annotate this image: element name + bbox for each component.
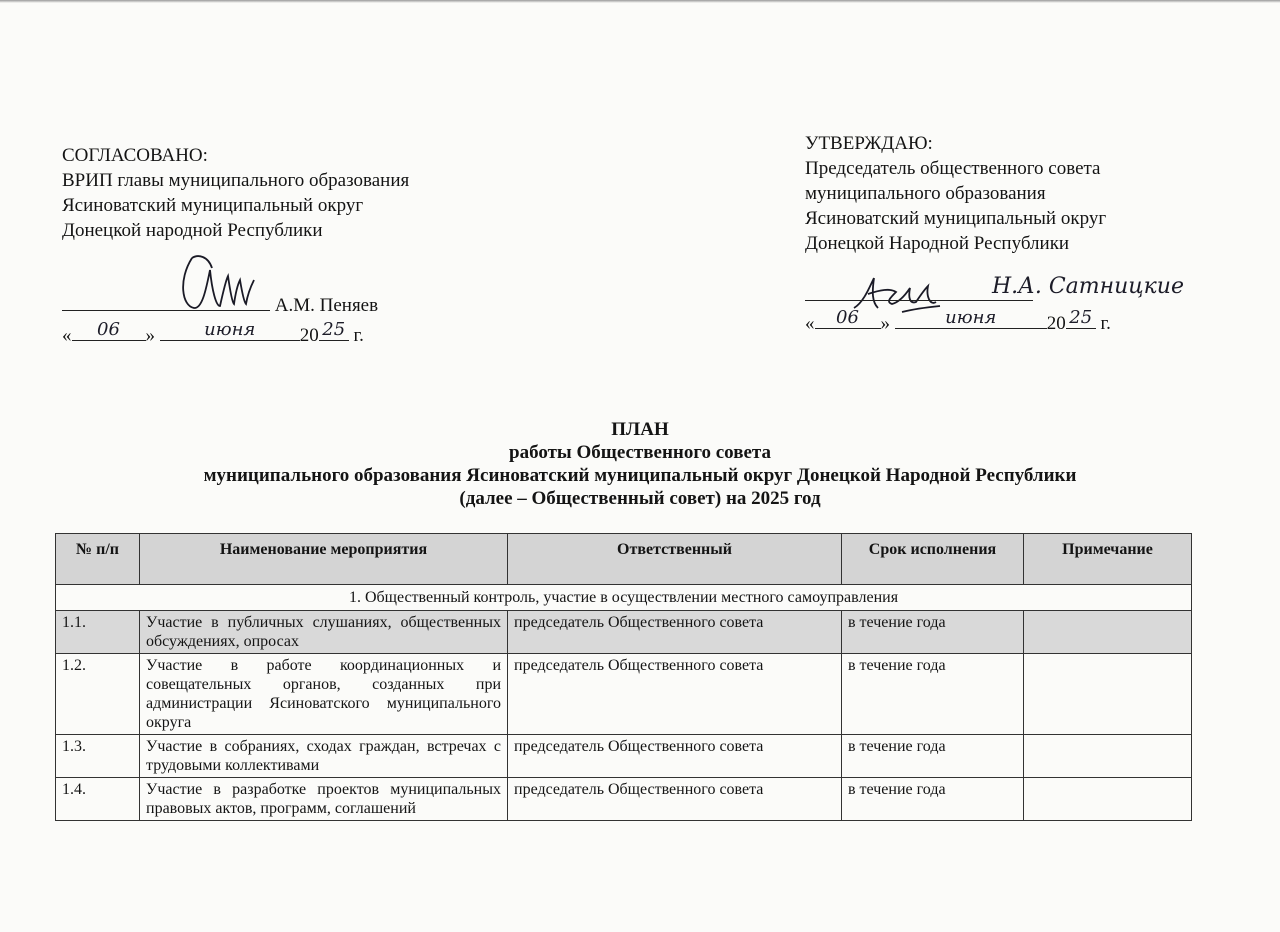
approval-left-heading: СОГЛАСОВАНО: bbox=[62, 145, 208, 166]
cell-num: 1.1. bbox=[56, 611, 140, 654]
approval-right-line: Председатель общественного совета bbox=[805, 158, 1101, 179]
date-year: 25 bbox=[1069, 307, 1093, 328]
date-close-quote: » bbox=[880, 313, 890, 334]
date-year-prefix: 20 bbox=[299, 325, 319, 346]
table-row bbox=[56, 654, 1192, 735]
cell-deadline: в течение года bbox=[842, 735, 1024, 778]
date-open-quote: « bbox=[805, 313, 815, 334]
plan-title-line: (далее – Общественный совет) на 2025 год bbox=[459, 488, 821, 509]
approval-left-line: Донецкой народной Республики bbox=[62, 220, 323, 241]
date-month: июня bbox=[945, 307, 997, 328]
date-day: 06 bbox=[836, 307, 859, 328]
table-header-row bbox=[56, 534, 1192, 585]
cell-name: Участие в публичных слушаниях, общественных обсуждениях, опросах bbox=[140, 611, 508, 654]
date-year-blank bbox=[319, 319, 349, 341]
date-day-blank bbox=[815, 307, 881, 329]
cell-num: 1.3. bbox=[56, 735, 140, 778]
header-responsible: Ответственный bbox=[508, 534, 842, 585]
approval-right-line: муниципального образования bbox=[805, 183, 1046, 204]
date-day-blank bbox=[72, 319, 146, 341]
right-signer-name: Н.А. Сатницкие bbox=[992, 274, 1184, 299]
plan-title bbox=[0, 418, 1280, 510]
scan-edge bbox=[0, 0, 1280, 3]
date-month-blank bbox=[160, 319, 300, 341]
approval-right-line: Ясиноватский муниципальный округ bbox=[805, 208, 1107, 229]
date-year-prefix: 20 bbox=[1046, 313, 1066, 334]
date-day: 06 bbox=[97, 319, 120, 340]
table-row bbox=[56, 735, 1192, 778]
approval-left-line: Ясиноватский муниципальный округ bbox=[62, 195, 364, 216]
date-year-end: г. bbox=[353, 325, 364, 346]
right-date-row bbox=[805, 307, 1111, 335]
left-signer-name: А.М. Пеняев bbox=[274, 295, 379, 316]
signature-line bbox=[62, 292, 270, 311]
date-year-end: г. bbox=[1100, 313, 1111, 334]
date-open-quote: « bbox=[62, 325, 72, 346]
approval-left-line: ВРИП главы муниципального образования bbox=[62, 170, 410, 191]
plan-title-line: работы Общественного совета bbox=[509, 442, 771, 463]
cell-deadline: в течение года bbox=[842, 611, 1024, 654]
cell-note bbox=[1024, 735, 1192, 778]
section-title: 1. Общественный контроль, участие в осуществлении местного самоуправления bbox=[56, 585, 1192, 611]
cell-name: Участие в работе координационных и совещательных органов, созданных при администрации Ясиноватского муниципального округа bbox=[140, 654, 508, 735]
date-month-blank bbox=[895, 307, 1047, 329]
approval-right-heading: УТВЕРЖДАЮ: bbox=[805, 133, 933, 154]
left-date-row bbox=[62, 319, 364, 347]
left-signature-row bbox=[62, 292, 378, 317]
date-year-blank bbox=[1066, 307, 1096, 329]
date-year: 25 bbox=[322, 319, 346, 340]
header-num: № п/п bbox=[56, 534, 140, 585]
cell-note bbox=[1024, 778, 1192, 821]
cell-responsible: председатель Общественного совета bbox=[508, 611, 842, 654]
approval-left bbox=[62, 143, 502, 243]
header-note: Примечание bbox=[1024, 534, 1192, 585]
table-row bbox=[56, 611, 1192, 654]
table-section-row bbox=[56, 585, 1192, 611]
cell-responsible: председатель Общественного совета bbox=[508, 778, 842, 821]
approval-right-line: Донецкой Народной Республики bbox=[805, 233, 1070, 254]
cell-num: 1.2. bbox=[56, 654, 140, 735]
right-signer-handwritten bbox=[992, 274, 1184, 299]
cell-responsible: председатель Общественного совета bbox=[508, 735, 842, 778]
table-row bbox=[56, 778, 1192, 821]
plan-title-line: ПЛАН bbox=[611, 419, 669, 440]
cell-name: Участие в разработке проектов муниципальных правовых актов, программ, соглашений bbox=[140, 778, 508, 821]
cell-deadline: в течение года bbox=[842, 654, 1024, 735]
cell-responsible: председатель Общественного совета bbox=[508, 654, 842, 735]
cell-num: 1.4. bbox=[56, 778, 140, 821]
plan-title-line: муниципального образования Ясиноватский муниципальный округ Донецкой Народной Республики bbox=[203, 465, 1077, 486]
header-deadline: Срок исполнения bbox=[842, 534, 1024, 585]
plan-table bbox=[55, 533, 1192, 821]
approval-right bbox=[805, 131, 1245, 256]
cell-name: Участие в собраниях, сходах граждан, встречах с трудовыми коллективами bbox=[140, 735, 508, 778]
date-close-quote: » bbox=[145, 325, 155, 346]
cell-note bbox=[1024, 611, 1192, 654]
cell-deadline: в течение года bbox=[842, 778, 1024, 821]
date-month: июня bbox=[204, 319, 256, 340]
cell-note bbox=[1024, 654, 1192, 735]
header-name: Наименование мероприятия bbox=[140, 534, 508, 585]
